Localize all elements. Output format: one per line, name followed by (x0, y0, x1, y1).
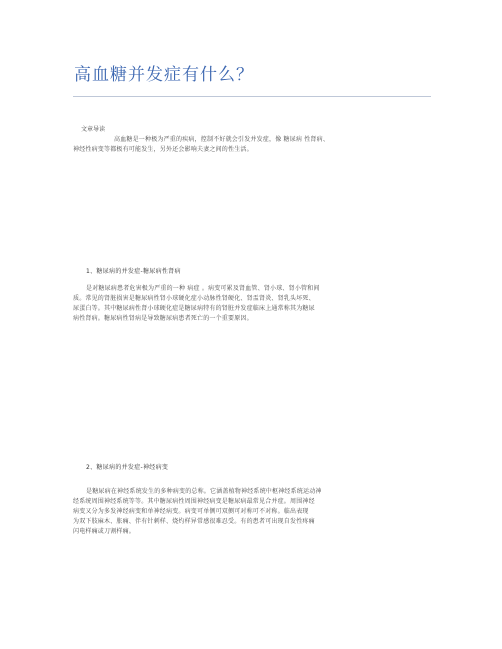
section-line: 是对糖尿病患者危害极为严重的一种 病症 。病变可累及肾血管、肾小球、肾小管和间 (86, 285, 320, 292)
intro-paragraph (73, 135, 433, 155)
section-paragraph (73, 487, 435, 537)
section-line: 尿蛋白等。其中糖尿病性肾小球硬化症是糖尿病特有的肾脏并发症临床上通常称其为糖尿 (73, 305, 315, 312)
section-line: 为双下肢麻木、胀痛、伴有针刺样、烧灼样异常感很难忍受。有的患者可出现自发性疼痛 (73, 518, 315, 525)
section-line: 病变又分为多发神经病变和单神经病变。病变可单侧可双侧可对称可不对称。临出表现 (73, 508, 309, 515)
section-line: 是糖尿病在神经系统发生的多种病变的总称。它涵盖植物神经系统中枢神经系统运动神 (86, 488, 322, 495)
section-line: 经系统周围神经系统等等。其中糖尿病性周围神经病变是糖尿病最常见合并症。周围神经 (73, 498, 315, 505)
section-paragraph (73, 284, 435, 324)
section-heading: 2、糖尿病的并发症-神经病变 (86, 464, 169, 471)
intro-line: 高血糖是一种极为严重的疾病，控制不好就会引发并发症，像 糖尿病 性肾病、 (114, 136, 330, 143)
intro-label: 文章导读 (81, 126, 106, 133)
section-line: 病性肾病。糖尿病性肾病是导致糖尿病患者死亡的一个重要原因。 (73, 315, 253, 322)
section-line: 质。常见的肾脏损害是糖尿病性肾小球硬化症小动脉性肾硬化、肾盂肾炎、肾乳头坏死、 (73, 295, 315, 302)
section-line: 闪电样痛或刀割样痛。 (73, 528, 136, 535)
page-title: 高血糖并发症有什么？ (74, 65, 254, 85)
title-divider (73, 96, 431, 97)
intro-line: 神经性病变等都极有可能发生，另外还会影响夫妻之间的性生活。 (73, 146, 253, 153)
section-heading: 1、糖尿病的并发症-糖尿病性肾病 (86, 268, 181, 275)
